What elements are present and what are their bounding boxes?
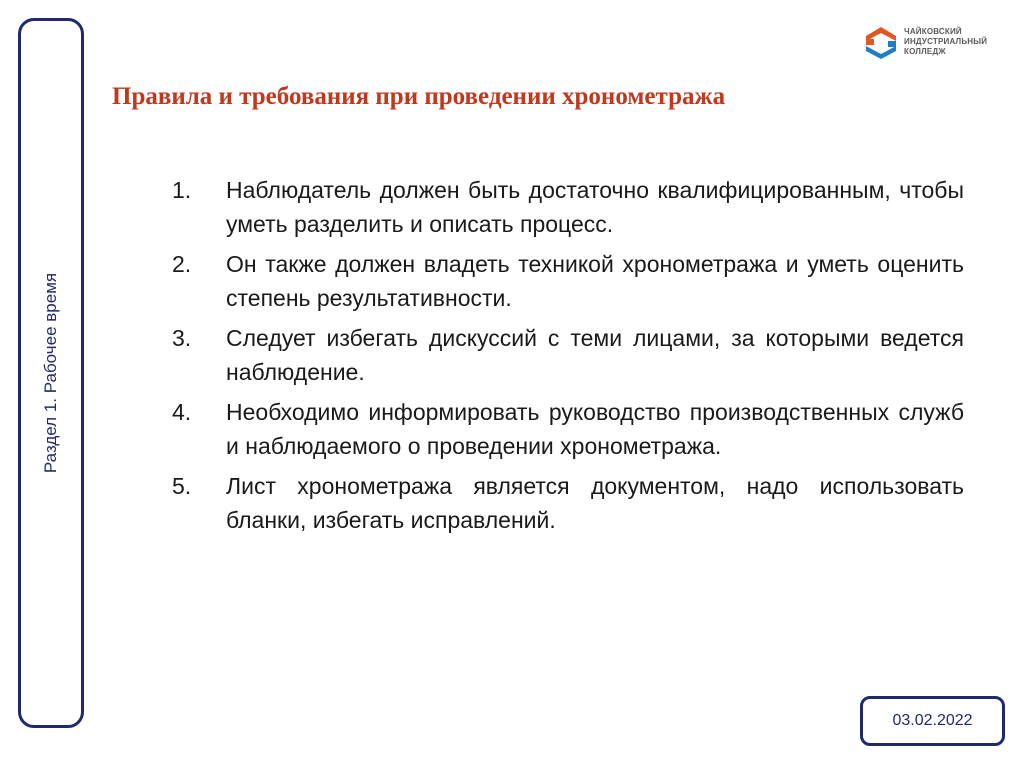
list-item-number: 2. [172, 251, 192, 277]
list-item-number: 4. [172, 399, 192, 425]
list-item [172, 321, 964, 389]
list-item-number: 5. [172, 473, 192, 499]
list-item-text: Наблюдатель должен быть достаточно квалифицированным, чтобы уметь разделить и описать процесс. [226, 177, 964, 237]
list-item-number: 3. [172, 325, 192, 351]
list-item [172, 247, 964, 315]
section-sidebar [18, 18, 84, 728]
date-text: 03.02.2022 [892, 712, 973, 729]
college-logo [862, 24, 1002, 64]
list-item [172, 395, 964, 463]
date-badge [860, 696, 1005, 746]
list-item [172, 469, 964, 537]
section-label: Раздел 1. Рабочее время [41, 272, 60, 474]
list-item-text: Лист хронометража является документом, надо использовать бланки, избегать исправлений. [226, 473, 964, 533]
list-item [172, 173, 964, 241]
list-item-number: 1. [172, 177, 192, 203]
slide-title: Правила и требования при проведении хронометража [112, 83, 726, 110]
college-logo-text: ЧАЙКОВСКИЙ ИНДУСТРИАЛЬНЫЙ КОЛЛЕДЖ [904, 27, 988, 56]
college-logo-icon [862, 24, 900, 62]
list-item-text: Он также должен владеть техникой хронометража и уметь оценить степень результативности. [226, 251, 964, 311]
list-item-text: Следует избегать дискуссий с теми лицами, за которыми ведется наблюдение. [226, 325, 964, 385]
list-item-text: Необходимо информировать руководство производственных служб и наблюдаемого о проведении хронометража. [226, 399, 964, 459]
rules-list [172, 173, 964, 543]
